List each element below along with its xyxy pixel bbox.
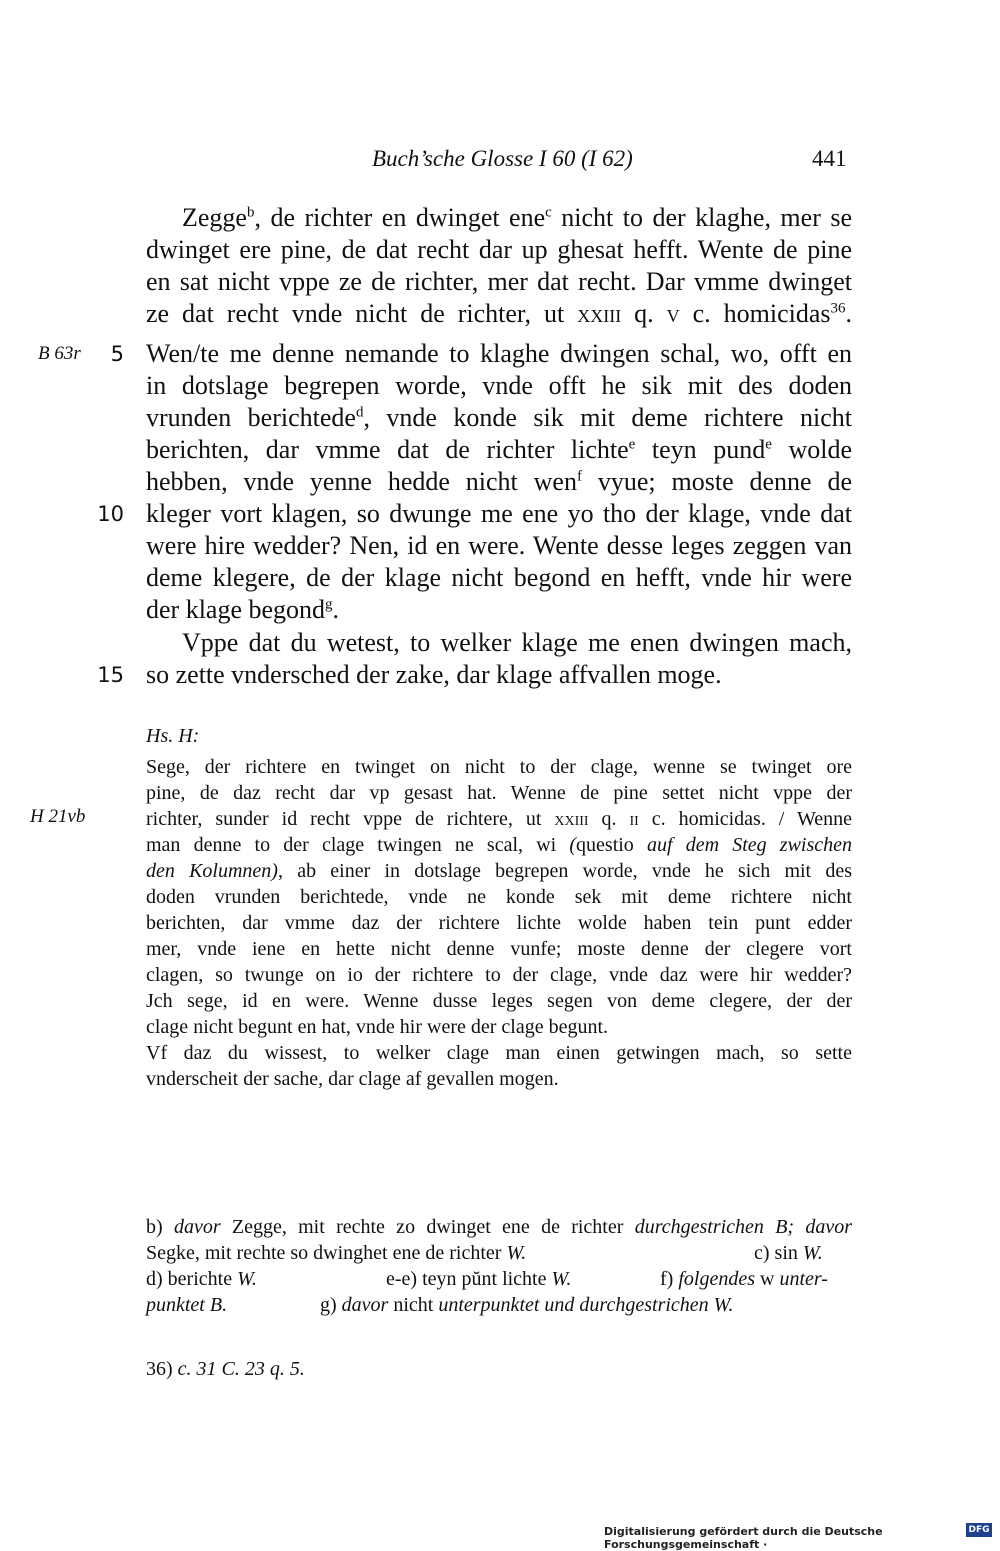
note-e: e-e) teyn pŭnt lichte W. xyxy=(386,1268,572,1290)
text-line: were hire wedder? Nen, id en were. Wente desse leges zeggen van xyxy=(146,531,852,560)
text-line: so zette vndersched der zake, dar klage affvallen moge. xyxy=(146,660,722,689)
variant-line: clagen, so twunge on io der richtere to der clage, vnde daz were hir wedder? xyxy=(146,964,852,986)
variant-line: doden vrunden berichtede, vnde ne konde sek mit deme richtere nicht xyxy=(146,886,852,908)
digitization-credit: Digitalisierung gefördert durch die Deutsche Forschungsgemeinschaft · xyxy=(604,1525,883,1551)
margin-folio-h: H 21vb xyxy=(30,806,86,827)
line-number-5: 5 xyxy=(110,342,124,366)
variant-line: richter, sunder id recht vppe de richtere, ut xxiii q. ii c. homicidas. / Wenne xyxy=(146,808,853,830)
variant-line: berichten, dar vmme daz der richtere lichte wolde haben tein punt edder xyxy=(146,912,852,934)
variant-line: pine, de daz recht dar vp gesast hat. Wenne de pine settet nicht vppe der xyxy=(146,782,852,804)
text-line: deme klegere, de der klage nicht begond en hefft, vnde hir were xyxy=(146,563,852,592)
line-number-10: 10 xyxy=(97,502,124,526)
dfg-logo-icon: DFG xyxy=(966,1523,992,1537)
variant-line: vnderscheit der sache, dar clage af gevallen mogen. xyxy=(146,1068,559,1090)
line-number-15: 15 xyxy=(97,663,124,687)
note-g: g) davor nicht unterpunktet und durchgestrichen W. xyxy=(320,1294,734,1316)
variant-line: Sege, der richtere en twinget on nicht to der clage, wenne se twinget ore xyxy=(146,756,852,778)
text-line: hebben, vnde yenne hedde nicht wen$^f$ vyue; moste denne de xyxy=(146,467,852,496)
text-line: in dotslage begrepen worde, vnde offt he sik mit des doden xyxy=(146,371,852,400)
variant-line: den Kolumnen), ab einer in dotslage begrepen worde, vnde he sich mit des xyxy=(146,860,852,882)
note-36: 36) c. 31 C. 23 q. 5. xyxy=(146,1358,305,1380)
note-f: f) folgendes w unter- xyxy=(660,1268,828,1290)
margin-folio-b: B 63r xyxy=(38,343,81,364)
text-line: vrunden berichtede$^d$, vnde konde sik mit deme richtere nicht xyxy=(146,403,852,432)
variant-line: man denne to der clage twingen ne scal, wi (questio auf dem Steg zwischen xyxy=(146,834,853,856)
note-d: d) berichte W. xyxy=(146,1268,257,1290)
variant-line: clage nicht begunt en hat, vnde hir were der clage begunt. xyxy=(146,1016,609,1038)
text-line: en sat nicht vppe ze de richter, mer dat recht. Dar vmme dwinget xyxy=(146,267,852,296)
text-line: der klage begond$^g$. xyxy=(146,595,340,624)
note-c: c) sin W. xyxy=(754,1242,823,1264)
variant-line: mer, vnde iene en hette nicht denne vunfe; moste denne der clegere vort xyxy=(146,938,852,960)
running-title: Buch’sche Glosse I 60 (I 62) xyxy=(372,146,633,171)
note-line: Segke, mit rechte so dwinghet ene de richter W. xyxy=(146,1242,527,1264)
variant-line: Jch sege, id en were. Wenne dusse leges segen von deme clegere, der der xyxy=(146,990,852,1012)
note-f-cont: punktet B. xyxy=(146,1294,228,1316)
text-line: ze dat recht vnde nicht de richter, ut xxiii q. v c. homicidas$^{36}$. xyxy=(146,299,852,328)
text-line: Vppe dat du wetest, to welker klage me enen dwingen mach, xyxy=(182,628,852,657)
note-line: b) davor Zegge, mit rechte zo dwinget ene de richter durchgestrichen B; davor xyxy=(146,1216,852,1238)
text-line: kleger vort klagen, so dwunge me ene yo tho der klage, vnde dat xyxy=(146,499,852,528)
manuscript-label: Hs. H: xyxy=(146,725,200,747)
variant-line: Vf daz du wissest, to welker clage man einen getwingen mach, so sette xyxy=(146,1042,852,1064)
text-line: Wen/te me denne nemande to klaghe dwingen schal, wo, offt en xyxy=(146,339,852,368)
text-line: berichten, dar vmme dat de richter lichte$^e$ teyn pund$^e$ wolde xyxy=(146,435,853,464)
text-line: Zegge$^b$, de richter en dwinget ene$^c$ nicht to der klaghe, mer se xyxy=(182,203,852,232)
text-line: dwinget ere pine, de dat recht dar up ghesat hefft. Wente de pine xyxy=(146,235,852,264)
page-number: 441 xyxy=(812,146,847,171)
